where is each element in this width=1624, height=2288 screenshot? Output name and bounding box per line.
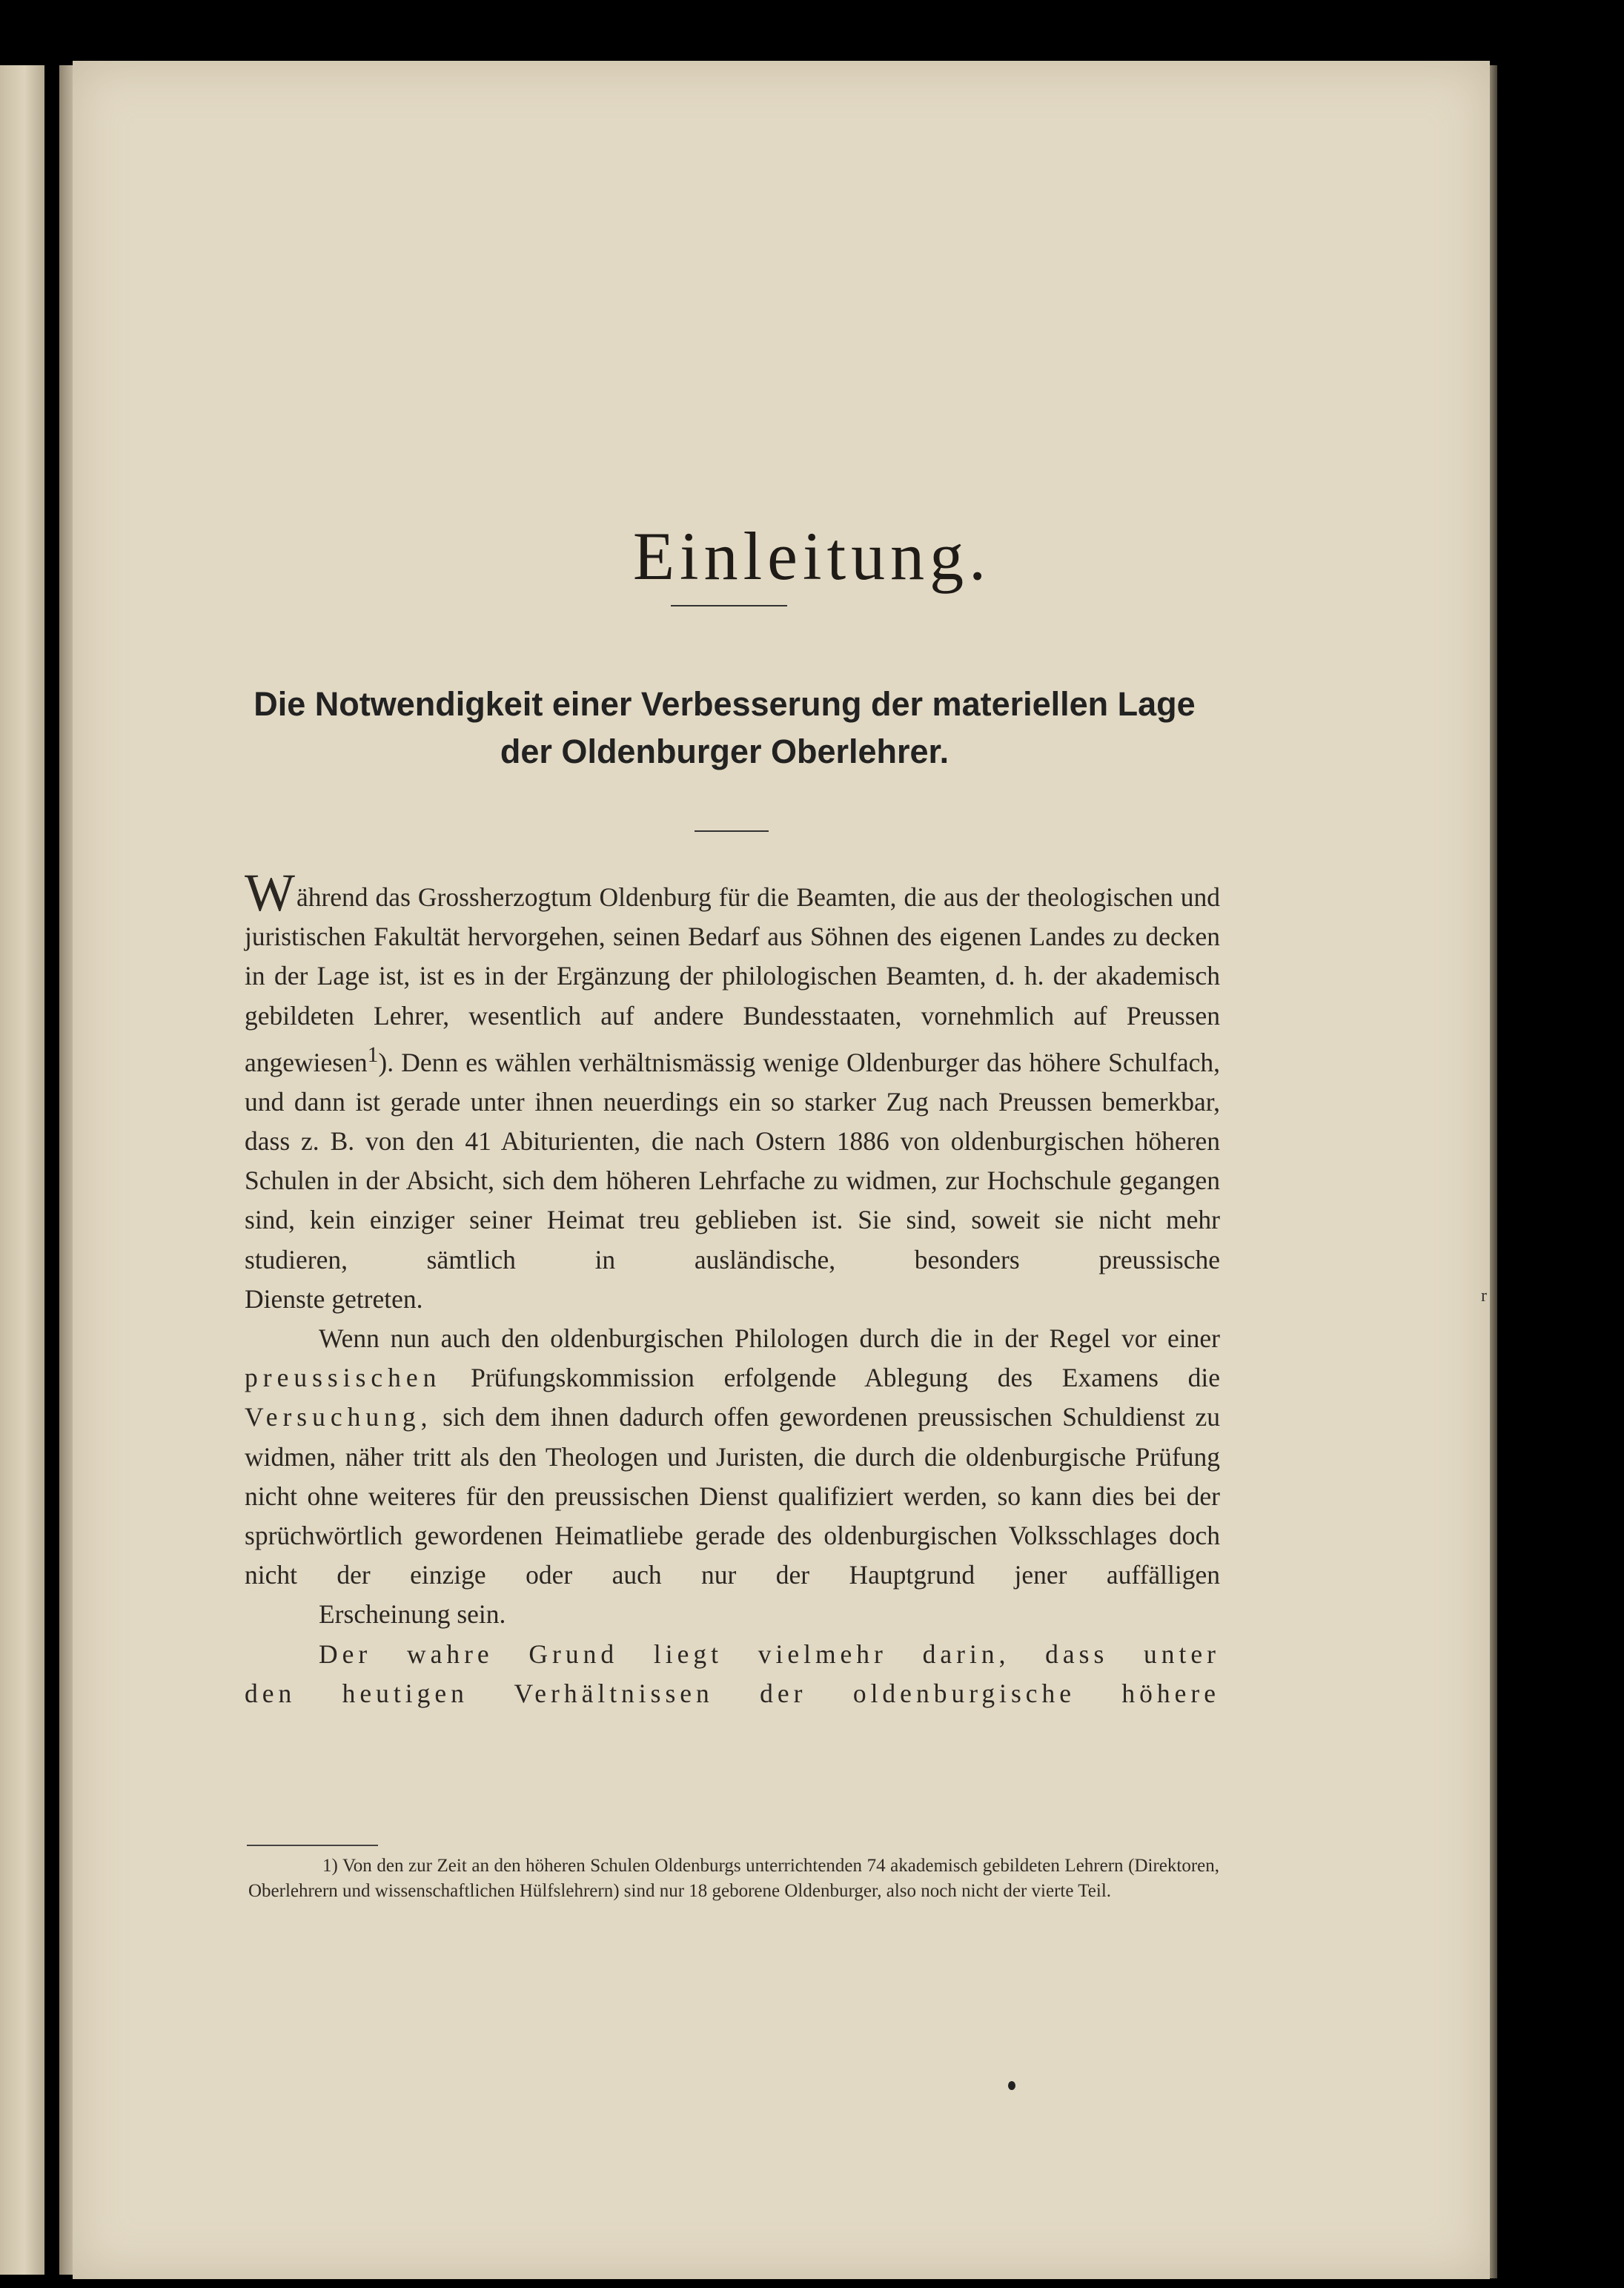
paragraph-1-text: ährend das Grossherzogtum Oldenburg für die Beamten, die aus der theologischen und juristischen Fakultät hervorgehen, seinen Bedarf aus Söhnen des eigenen Landes zu decken in der Lage ist, ist es in der Ergänzung der philologischen Beamten, d. h. der akademisch gebildeten Lehrer, wesentlich auf andere Bundesstaaten, vornehmlich auf Preussen angewiesen [245, 882, 1220, 1077]
page-right-edge [1490, 65, 1497, 2278]
ink-dot [1008, 2081, 1015, 2090]
subtitle-divider [695, 830, 769, 832]
paragraph-3 [245, 1635, 1220, 1713]
footnote-marker: 1) [322, 1856, 338, 1876]
emphasis-preussischen: preussischen [245, 1363, 442, 1393]
main-text [245, 863, 1220, 1713]
paragraph-1-text-cont: ). Denn es wählen verhältnismässig wenige Oldenburger das höhere Schulfach, und dann ist gerade unter ihnen neuerdings ein so starker Zug nach Preussen bemerkbar, dass z. B. von den 41 Abiturienten, die nach Ostern 1886 von oldenburgischen höheren Schulen in der Absicht, sich dem höheren Lehrfache zu widmen, zur Hochschule gegangen sind, kein einziger seiner Heimat treu geblieben ist. Sie sind, soweit sie nicht mehr studieren, sämtlich in ausländische, besonders preussische [245, 1047, 1220, 1274]
paragraph-1 [245, 863, 1220, 1319]
section-subtitle [170, 681, 1279, 776]
emphasis-versuchung: Versuchung, [245, 1402, 433, 1432]
chapter-title: Einleitung. [632, 518, 992, 594]
subtitle-line-2: der Oldenburger Oberlehrer. [500, 733, 949, 770]
footnote [248, 1854, 1219, 1904]
paragraph-2-text-a: Wenn nun auch den oldenburgischen Philologen durch die in der Regel vor einer [319, 1323, 1220, 1354]
footnote-reference: 1 [367, 1042, 379, 1067]
paragraph-2-last-line: Erscheinung sein. [319, 1599, 506, 1630]
drop-cap: W [245, 863, 295, 922]
footnote-divider [247, 1845, 378, 1846]
paragraph-3-text: Der wahre Grund liegt vielmehr darin, dass unter den heutigen Verhältnissen der oldenburgische höhere [245, 1639, 1220, 1708]
footnote-text: Von den zur Zeit an den höheren Schulen Oldenburgs unterrichtenden 74 akademisch gebildeten Lehrern (Direktoren, Oberlehrern und wissenschaftlichen Hülfslehrern) sind nur 18 geborene Oldenburger, also noch nicht der vierte Teil. [248, 1856, 1219, 1901]
paragraph-1-last-line: Dienste getreten. [245, 1283, 423, 1314]
margin-mark: r [1481, 1286, 1487, 1306]
paragraph-2 [245, 1319, 1220, 1635]
paragraph-2-text-e: sich dem ihnen dadurch offen gewordenen preussischen Schuldienst zu widmen, näher tritt als den Theologen und Juristen, die durch die oldenburgische Prüfung nicht ohne weiteres für den preussischen Dienst qualifiziert werden, so kann dies bei der sprüchwörtlich gewordenen Heimatliebe gerade des oldenburgischen Volksschlages doch nicht der einzige oder auch nur der Hauptgrund jener auffälligen [245, 1402, 1220, 1590]
paragraph-2-text-c: Prüfungskommission erfolgende Ablegung des Examens die [471, 1363, 1220, 1393]
subtitle-line-1: Die Notwendigkeit einer Verbesserung der materiellen Lage [253, 685, 1196, 723]
title-divider [671, 605, 787, 606]
previous-page-edge [0, 65, 44, 2275]
